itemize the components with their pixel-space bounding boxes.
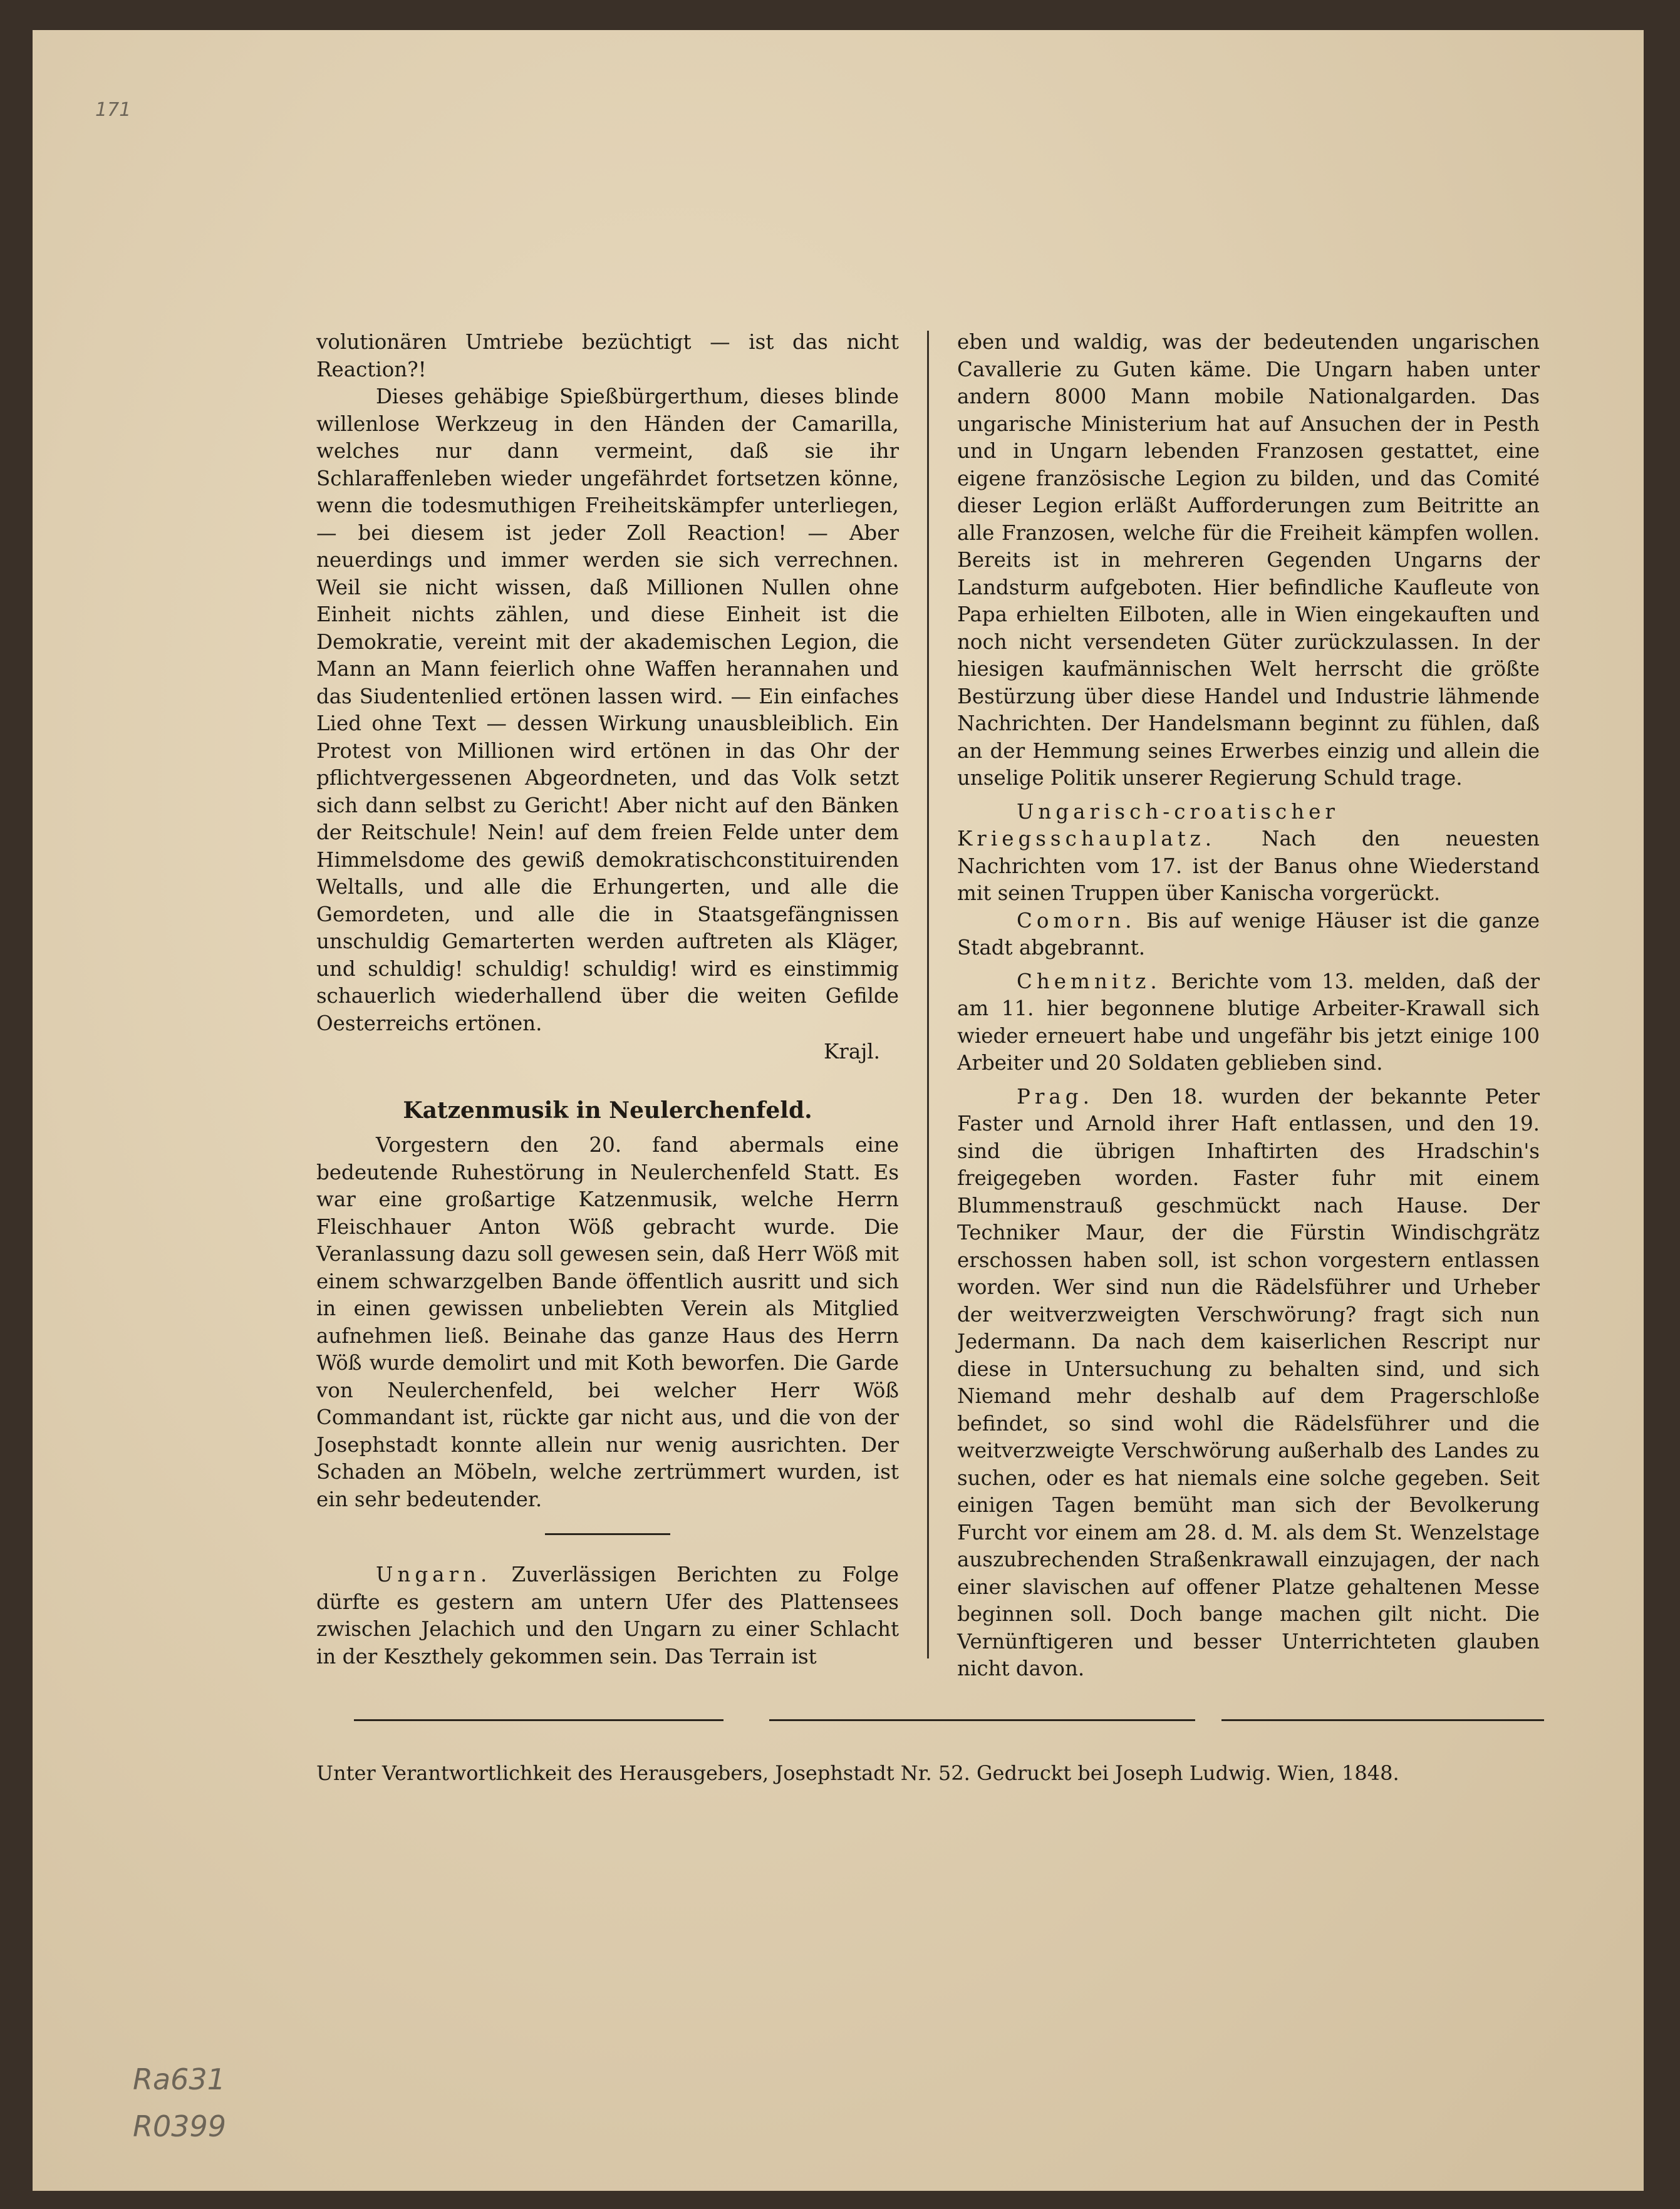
paragraph-comorn [957, 908, 1540, 962]
paragraph-continued-right: eben und waldig, was der bedeutenden ungarischen Cavallerie zu Guten käme. Die Ungarn haben unter andern 8000 Mann mobile Nationalgarden. Das ungarische Ministerium hat auf Ansuchen der in Pesth und in Ungarn lebenden Franzosen gestattet, eine eigene französische Legion zu bilden, und das Comité dieser Legion erläßt Aufforderungen zum Beitritte an alle Franzosen, welche für die Freiheit kämpfen wollen. Bereits ist in mehreren Gegenden Ungarns der Landsturm aufgeboten. Hier befindliche Kaufleute von Papa erhielten Eilboten, alle in Wien eingekauften und noch nicht versendeten Güter zurückzulassen. In der hiesigen kaufmännischen Welt herrscht die größte Bestürzung über diese Handel und Industrie lähmende Nachrichten. Der Handelsmann beginnt zu fühlen, daß an der Hemmung seines Erwerbes einzig und allein die unselige Politik unserer Regierung Schuld trage. [957, 330, 1540, 790]
author-signature: Krajl. [824, 1040, 880, 1063]
place-name: Prag. [1017, 1084, 1094, 1109]
shelfmark-1: Ra631 [133, 2062, 226, 2096]
shelfmark-2: R0399 [133, 2109, 227, 2143]
paragraph-prag [957, 1084, 1540, 1683]
column-divider [927, 331, 929, 1658]
report-text: Zuverlässigen Berichten zu Folge dürfte es gestern am untern Ufer des Plattensees zwischen Jelachich und den Ungarn zu einer Schlacht in der Keszthely gekommen sein. Das Terrain ist [316, 1563, 899, 1668]
report-text: Nach den neuesten Nachrichten vom 17. ist der Banus ohne Wiederstand mit seinen Truppen über Kanischa vorgerückt. [957, 827, 1540, 905]
place-name: Ungarisch-croatischer Kriegsschauplatz. [957, 799, 1339, 851]
place-name: Ungarn. [376, 1563, 492, 1586]
section-divider [545, 1533, 670, 1535]
paragraph-kriegsschauplatz [957, 799, 1540, 908]
paragraph-spiessbuergerthum: Dieses gehäbige Spießbürgerthum, dieses blinde willenlose Werkzeug in den Händen der Camarilla, welches nur dann vermeint, daß sie ihr Schlaraffenleben wieder ungefährdet fortsetzen könne, wenn die todesmuthigen Freiheitskämpfer unterliegen, — bei diesem ist jeder Zoll Reaction! — Aber neuerdings und immer werden sie sich verrechnen. Weil sie nicht wissen, daß Millionen Nullen ohne Einheit nichts zählen, und diese Einheit ist die Demokratie, vereint mit der akademischen Legion, die Mann an Mann feierlich ohne Waffen herannahen und das Siudentenlied ertönen lassen wird. — Ein einfaches Lied ohne Text — dessen Wirkung unausbleiblich. Ein Protest von Millionen wird ertönen in das Ohr der pflichtvergessenen Abgeordneten, und das Volk setzt sich dann selbst zu Gericht! Aber nicht auf den Bänken der Reitschule! Nein! auf dem freien Felde unter dem Himmelsdome des gewiß demokratischconstituirenden Weltalls, und alle die Erhungerten, und alle die Gemordeten, und alle die in Staatsgefängnissen unschuldig Gemarterten werden auftreten als Kläger, und schuldig! schuldig! schuldig! wird es einstimmig schauerlich wiederhallend über die weiten Gefilde Oesterreichs ertönen. [316, 385, 899, 1035]
report-text: Berichte vom 13. melden, daß der am 11. hier begonnene blutige Arbeiter-Krawall sich wieder erneuert habe und ungefähr bis jetzt einige 100 Arbeiter und 20 Soldaten geblieben sind. [957, 969, 1540, 1075]
left-column [316, 329, 899, 1670]
report-text: Bis auf wenige Häuser ist die ganze Stadt abgebrannt. [957, 908, 1540, 960]
paragraph-chemnitz [957, 968, 1540, 1077]
footer-rule-left [354, 1719, 723, 1721]
paragraph-ungarn [316, 1561, 899, 1670]
imprint-footer: Unter Verantwortlichkeit des Herausgebers, Josephstadt Nr. 52. Gedruckt bei Joseph Ludwig. Wien, 1848. [316, 1761, 1399, 1785]
article-heading: Katzenmusik in Neulerchenfeld. [403, 1097, 812, 1124]
folio-number: 171 [95, 99, 132, 121]
place-name: Comorn. [1017, 908, 1136, 933]
paragraph-continued: volutionären Umtriebe bezüchtigt — ist das nicht Reaction?! [316, 330, 899, 381]
place-name: Chemnitz. [1017, 969, 1161, 993]
paragraph-katzenmusik: Vorgestern den 20. fand abermals eine bedeutende Ruhestörung in Neulerchenfeld Statt. Es war eine großartige Katzenmusik, welche Herrn Fleischhauer Anton Wöß gebracht wurde. Die Veranlassung dazu soll gewesen sein, daß Herr Wöß mit einem schwarzgelben Bande öffentlich ausritt und sich in einen gewissen unbeliebten Verein als Mitglied aufnehmen ließ. Beinahe das ganze Haus des Herrn Wöß wurde demolirt und mit Koth beworfen. Die Garde von Neulerchenfeld, bei welcher Herr Wöß Commandant ist, rückte gar nicht aus, und die von der Josephstadt konnte allein nur wenig ausrichten. Der Schaden an Möbeln, welche zertrümmert wurden, ist ein sehr bedeutender. [316, 1133, 899, 1511]
footer-rule-right [1221, 1719, 1544, 1721]
right-column [957, 329, 1540, 1683]
report-text: Den 18. wurden der bekannte Peter Faster und Arnold ihrer Haft entlassen, und den 19. sind die übrigen Inhaftirten des Hradschin's freigegeben worden. Faster fuhr mit einem Blummenstrauß geschmückt nach Hause. Der Techniker Maur, der die Fürstin Windischgrätz erschossen haben soll, ist schon vorgestern entlassen worden. Wer sind nun die Rädelsführer und Urheber der weitverzweigten Verschwörung? fragt sich nun Jedermann. Da nach dem kaiserlichen Rescript nur diese in Untersuchung zu behalten sind, und sich Niemand mehr deshalb auf dem Pragerschloße befindet, so sind wohl die Rädelsführer und die weitverzweigte Verschwörung außerhalb des Landes zu suchen, oder es hat niemals eine solche gegeben. Seit einigen Tagen bemüht man sich der Bevolkerung Furcht vor einem am 28. d. M. als dem St. Wenzelstage auszubrechenden Straßenkrawall einzujagen, der nach einer slavischen auf offener Platze gehaltenen Messe beginnen soll. Doch bange machen gilt nicht. Die Vernünftigeren und besser Unterrichteten glauben nicht davon. [957, 1084, 1540, 1680]
footer-rule-middle [769, 1719, 1195, 1721]
